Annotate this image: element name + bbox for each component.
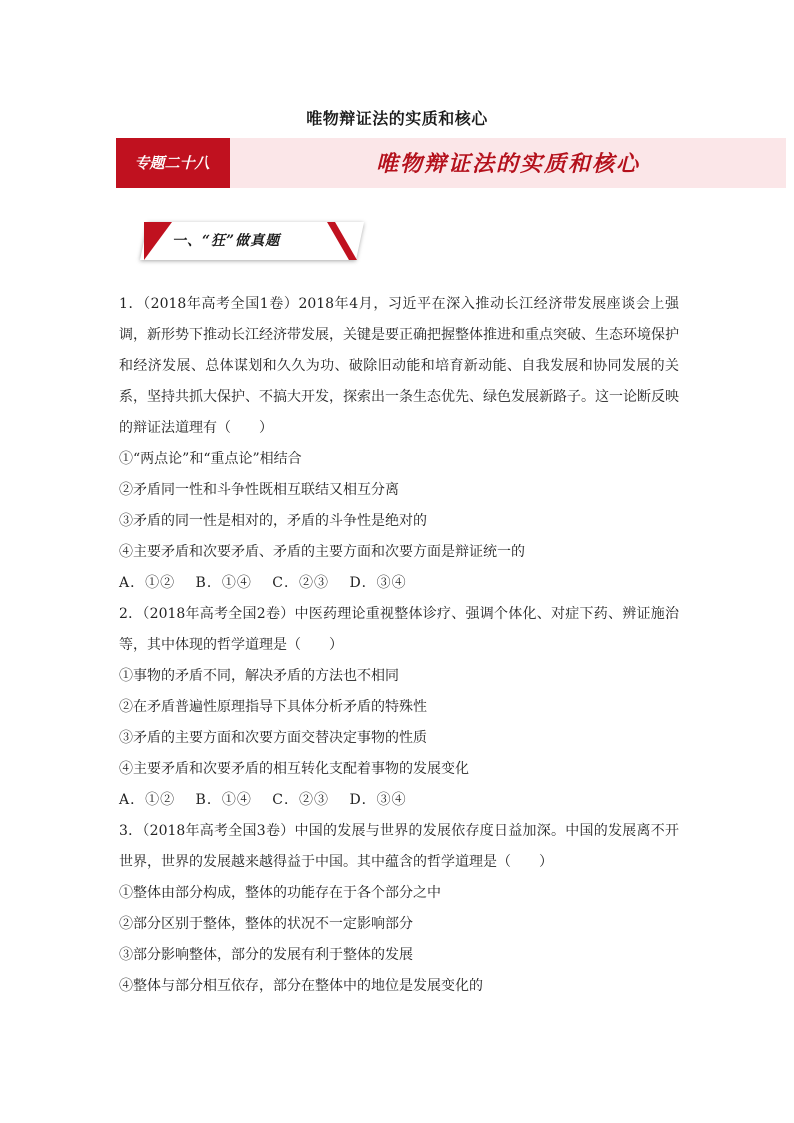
question-option: ③矛盾的同一性是相对的，矛盾的斗争性是绝对的 xyxy=(119,513,427,529)
document-title: 唯物辩证法的实质和核心 xyxy=(306,109,488,128)
question-option: ②矛盾同一性和斗争性既相互联结又相互分离 xyxy=(119,482,399,498)
section-heading-left-accent xyxy=(144,222,172,260)
question-option: ①整体由部分构成，整体的功能存在于各个部分之中 xyxy=(119,885,441,901)
question-stem: 3．（2018年高考全国3卷）中国的发展与世界的发展依存度日益加深。中国的发展离不开世界，世界的发展越来越得益于中国。其中蕴含的哲学道理是（ ） xyxy=(119,823,679,870)
section-heading xyxy=(140,222,356,260)
question-option: ③部分影响整体，部分的发展有利于整体的发展 xyxy=(119,947,413,963)
question-3 xyxy=(119,816,679,1002)
question-option: ③矛盾的主要方面和次要方面交替决定事物的性质 xyxy=(119,730,427,746)
question-stem: 2．（2018年高考全国2卷）中医药理论重视整体诊疗、强调个体化、对症下药、辨证施治等，其中体现的哲学道理是（ ） xyxy=(119,606,679,653)
banner-tag-label: 专题二十八 xyxy=(134,154,210,172)
question-option: ①“两点论”和“重点论”相结合 xyxy=(119,451,302,467)
question-1 xyxy=(119,289,679,599)
question-option: ②在矛盾普遍性原理指导下具体分析矛盾的特殊性 xyxy=(119,699,427,715)
question-option: ④主要矛盾和次要矛盾的相互转化支配着事物的发展变化 xyxy=(119,761,469,777)
section-heading-label: 一、“狂”做真题 xyxy=(172,233,281,249)
question-option: ④整体与部分相互依存，部分在整体中的地位是发展变化的 xyxy=(119,978,483,994)
question-list xyxy=(119,289,679,1002)
question-option: ④主要矛盾和次要矛盾、矛盾的主要方面和次要方面是辩证统一的 xyxy=(119,544,525,560)
answer-choices: A．①② B．①④ C．②③ D．③④ xyxy=(119,792,407,808)
banner-title: 唯物辩证法的实质和核心 xyxy=(375,151,640,177)
question-2 xyxy=(119,599,679,816)
topic-banner xyxy=(116,138,786,188)
question-stem: 1．（2018年高考全国1卷）2018年4月，习近平在深入推动长江经济带发展座谈会上强调，新形势下推动长江经济带发展，关键是要正确把握整体推进和重点突破、生态环境保护和经济发展、总体谋划和久久为功、破除旧动能和培育新动能、自我发展和协同发展的关系，坚持共抓大保护、不搞大开发，探索出一条生态优先、绿色发展新路子。这一论断反映的辩证法道理有（ ） xyxy=(119,296,679,436)
question-option: ①事物的矛盾不同，解决矛盾的方法也不相同 xyxy=(119,668,399,684)
answer-choices: A．①② B．①④ C．②③ D．③④ xyxy=(119,575,407,591)
question-option: ②部分区别于整体，整体的状况不一定影响部分 xyxy=(119,916,413,932)
